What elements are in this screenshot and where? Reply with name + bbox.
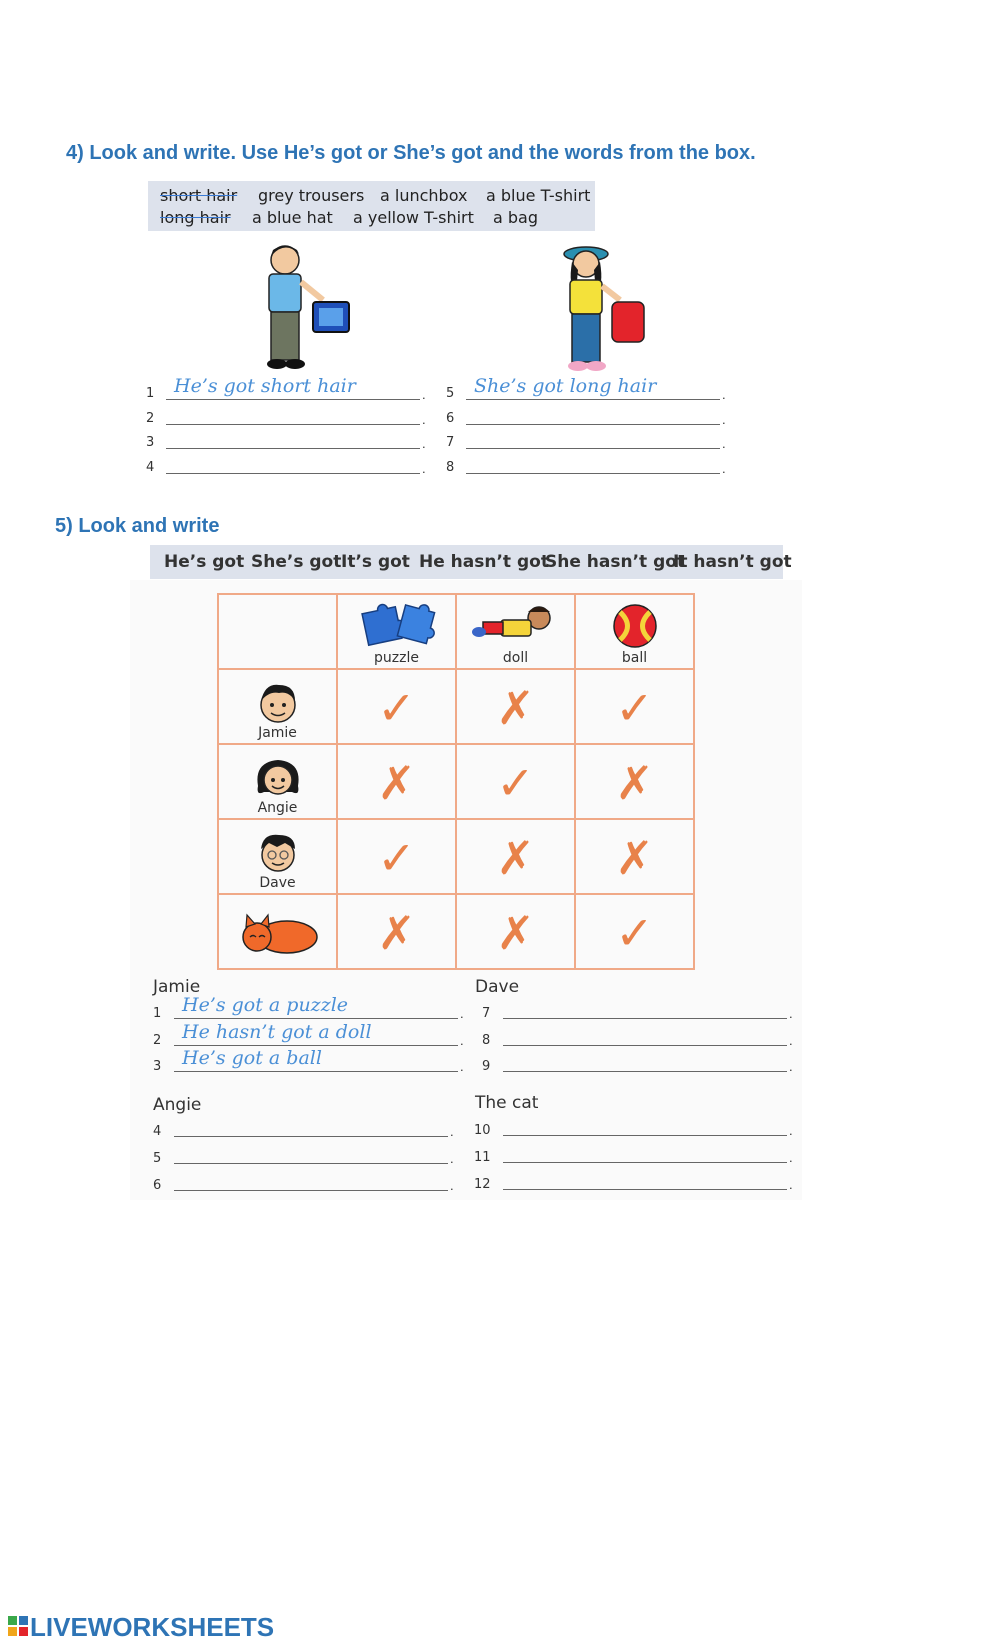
cell-angie-puzzle bbox=[337, 744, 456, 819]
liveworksheets-logo-icon bbox=[8, 1616, 28, 1636]
cat-icon bbox=[235, 907, 321, 957]
word-bag: a bag bbox=[493, 208, 539, 227]
answer-line[interactable] bbox=[503, 1162, 787, 1163]
answer-line[interactable] bbox=[466, 424, 720, 425]
liveworksheets-logo: LIVEWORKSHEETS bbox=[30, 1612, 275, 1642]
word-long-hair: long hair bbox=[160, 208, 231, 227]
phrase-she-hasnt-got: She hasn’t got bbox=[545, 552, 686, 572]
answer-line[interactable] bbox=[503, 1189, 787, 1190]
line-end-period: . bbox=[422, 460, 426, 476]
cell-jamie-puzzle bbox=[337, 669, 456, 744]
line-end-period: . bbox=[422, 387, 426, 402]
group-name-dave: Dave bbox=[475, 977, 520, 997]
answer-text[interactable]: He hasn’t got a doll bbox=[182, 1020, 372, 1043]
header-puzzle bbox=[337, 594, 456, 669]
line-end-period: . bbox=[722, 460, 726, 476]
item-number: 4 bbox=[153, 1124, 162, 1139]
row-label-angie: Angie bbox=[257, 800, 298, 816]
word-box bbox=[148, 181, 595, 231]
word-grey-trousers: grey trousers bbox=[258, 186, 365, 205]
line-end-period: . bbox=[789, 1150, 793, 1165]
line-end-period: . bbox=[450, 1151, 454, 1166]
cross-mark: ✗ bbox=[496, 681, 535, 735]
item-number: 8 bbox=[446, 459, 455, 475]
group-name-cat: The cat bbox=[475, 1093, 539, 1113]
item-number: 7 bbox=[446, 435, 455, 450]
cross-mark: ✗ bbox=[377, 906, 416, 960]
puzzle-icon bbox=[357, 602, 437, 650]
row-label-jamie: Jamie bbox=[258, 725, 297, 741]
word-yellow-tshirt: a yellow T-shirt bbox=[353, 208, 474, 227]
item-number: 6 bbox=[446, 410, 455, 426]
item-number: 7 bbox=[482, 1006, 491, 1021]
phrase-he-hasnt-got: He hasn’t got bbox=[419, 552, 549, 572]
group-name-jamie: Jamie bbox=[153, 977, 201, 997]
header-doll bbox=[456, 594, 575, 669]
line-end-period: . bbox=[422, 436, 426, 451]
cell-angie-ball bbox=[575, 744, 694, 819]
item-number: 2 bbox=[153, 1032, 162, 1048]
dave-face-icon bbox=[255, 831, 301, 875]
item-number: 8 bbox=[482, 1032, 491, 1048]
item-number: 4 bbox=[146, 459, 155, 475]
item-number: 3 bbox=[146, 435, 155, 450]
cross-mark: ✗ bbox=[496, 906, 535, 960]
line-end-period: . bbox=[789, 1006, 793, 1021]
phrase-its-got: It’s got bbox=[341, 552, 410, 572]
cross-mark: ✗ bbox=[496, 831, 535, 885]
line-end-period: . bbox=[722, 436, 726, 451]
answer-line[interactable] bbox=[174, 1071, 458, 1072]
line-end-period: . bbox=[789, 1123, 793, 1138]
answer-line[interactable] bbox=[166, 448, 420, 449]
answer-line[interactable] bbox=[166, 473, 420, 474]
line-end-period: . bbox=[422, 411, 426, 427]
line-end-period: . bbox=[460, 1059, 464, 1074]
line-end-period: . bbox=[789, 1059, 793, 1074]
item-number: 1 bbox=[146, 386, 155, 401]
phrase-it-hasnt-got: It hasn’t got bbox=[673, 552, 792, 572]
line-end-period: . bbox=[722, 387, 726, 402]
phrase-shes-got: She’s got bbox=[251, 552, 342, 572]
answer-line[interactable] bbox=[166, 424, 420, 425]
section4-heading: 4) Look and write. Use He’s got or She’s got and the words from the box. bbox=[66, 142, 756, 164]
line-end-period: . bbox=[789, 1177, 793, 1192]
grid-header-row bbox=[218, 594, 694, 669]
answer-line[interactable] bbox=[503, 1071, 787, 1072]
answer-line[interactable] bbox=[174, 1163, 448, 1164]
cell-dave-puzzle bbox=[337, 819, 456, 894]
cell-cat-puzzle bbox=[337, 894, 456, 969]
cell-jamie-doll bbox=[456, 669, 575, 744]
word-blue-tshirt: a blue T-shirt bbox=[486, 186, 591, 205]
possession-grid bbox=[217, 593, 695, 970]
item-number: 2 bbox=[146, 410, 155, 426]
item-number: 6 bbox=[153, 1178, 162, 1193]
tick-mark: ✓ bbox=[377, 681, 416, 735]
item-number: 5 bbox=[153, 1151, 162, 1166]
cell-angie-doll bbox=[456, 744, 575, 819]
item-number: 3 bbox=[153, 1059, 162, 1074]
tick-mark: ✓ bbox=[377, 831, 416, 885]
grid-row-dave bbox=[218, 819, 694, 894]
answer-line[interactable] bbox=[466, 448, 720, 449]
item-number: 12 bbox=[474, 1177, 491, 1192]
group-name-angie: Angie bbox=[153, 1095, 202, 1115]
cell-jamie-ball bbox=[575, 669, 694, 744]
row-head-angie bbox=[218, 744, 337, 819]
boy-illustration bbox=[245, 238, 365, 374]
tick-mark: ✓ bbox=[615, 906, 654, 960]
item-number: 11 bbox=[474, 1150, 491, 1165]
answer-text[interactable]: He’s got a ball bbox=[182, 1047, 322, 1069]
line-end-period: . bbox=[722, 411, 726, 427]
word-short-hair: short hair bbox=[160, 186, 238, 205]
line-end-period: . bbox=[789, 1032, 793, 1048]
answer-text[interactable]: He’s got short hair bbox=[174, 375, 356, 397]
cell-dave-doll bbox=[456, 819, 575, 894]
tick-mark: ✓ bbox=[496, 756, 535, 810]
cross-mark: ✗ bbox=[377, 756, 416, 810]
grid-corner-cell bbox=[218, 594, 337, 669]
tick-mark: ✓ bbox=[615, 681, 654, 735]
answer-line[interactable] bbox=[503, 1045, 787, 1046]
answer-line[interactable] bbox=[166, 399, 420, 400]
jamie-face-icon bbox=[255, 681, 301, 725]
row-head-cat bbox=[218, 894, 337, 969]
grid-row-angie bbox=[218, 744, 694, 819]
header-ball bbox=[575, 594, 694, 669]
column-label-puzzle: puzzle bbox=[374, 650, 419, 666]
answer-line[interactable] bbox=[174, 1190, 448, 1191]
answer-line[interactable] bbox=[466, 473, 720, 474]
cell-dave-ball bbox=[575, 819, 694, 894]
grid-row-jamie bbox=[218, 669, 694, 744]
answer-line[interactable] bbox=[174, 1045, 458, 1046]
item-number: 10 bbox=[474, 1123, 491, 1138]
girl-illustration bbox=[548, 240, 658, 374]
column-label-ball: ball bbox=[621, 650, 648, 666]
phrase-box bbox=[150, 545, 792, 579]
word-lunchbox: a lunchbox bbox=[380, 186, 468, 205]
answer-text[interactable]: He’s got a puzzle bbox=[182, 994, 349, 1016]
answer-line[interactable] bbox=[466, 399, 720, 400]
item-number: 1 bbox=[153, 1006, 162, 1021]
line-end-period: . bbox=[460, 1006, 464, 1021]
phrase-hes-got: He’s got bbox=[164, 552, 245, 572]
ball-icon bbox=[610, 602, 660, 650]
line-end-period: . bbox=[450, 1124, 454, 1139]
word-blue-hat: a blue hat bbox=[252, 208, 333, 227]
row-head-jamie bbox=[218, 669, 337, 744]
cell-cat-doll bbox=[456, 894, 575, 969]
cell-cat-ball bbox=[575, 894, 694, 969]
row-label-dave: Dave bbox=[259, 875, 296, 891]
row-head-dave bbox=[218, 819, 337, 894]
column-label-doll: doll bbox=[502, 650, 529, 666]
grid-row-cat bbox=[218, 894, 694, 969]
answer-text[interactable]: She’s got long hair bbox=[474, 375, 657, 397]
section5-heading: 5) Look and write bbox=[55, 515, 220, 537]
angie-face-icon bbox=[252, 756, 304, 800]
answer-line[interactable] bbox=[174, 1136, 448, 1137]
answer-line[interactable] bbox=[174, 1018, 458, 1019]
cross-mark: ✗ bbox=[615, 831, 654, 885]
item-number: 5 bbox=[446, 386, 455, 401]
line-end-period: . bbox=[460, 1032, 464, 1048]
answer-line[interactable] bbox=[503, 1018, 787, 1019]
doll-icon bbox=[471, 602, 561, 650]
cross-mark: ✗ bbox=[615, 756, 654, 810]
item-number: 9 bbox=[482, 1059, 491, 1074]
line-end-period: . bbox=[450, 1178, 454, 1193]
answer-line[interactable] bbox=[503, 1135, 787, 1136]
